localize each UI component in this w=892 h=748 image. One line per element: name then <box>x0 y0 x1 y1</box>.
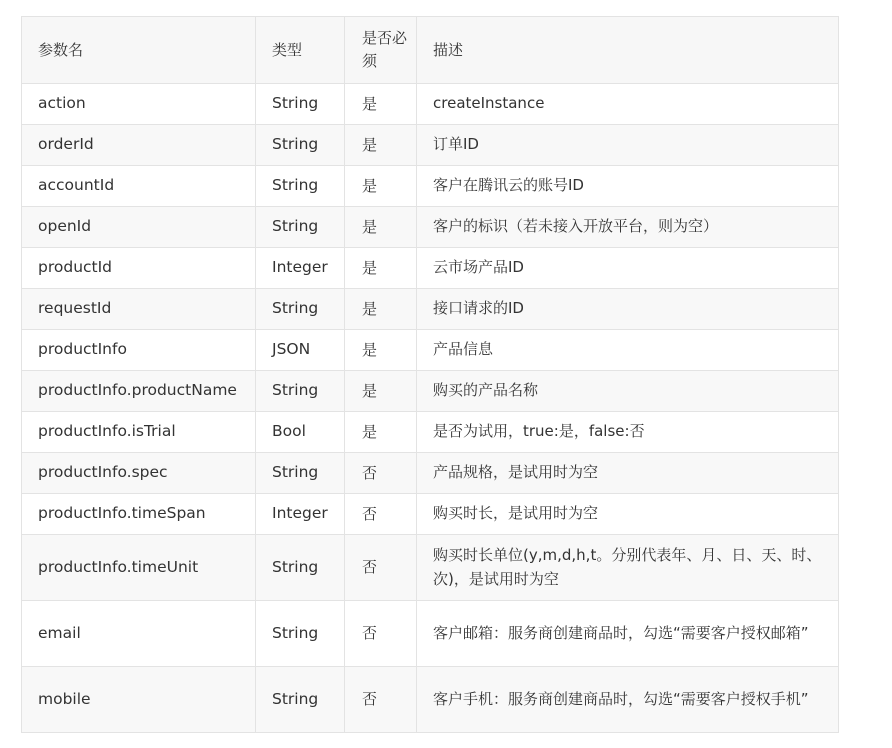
param-required: 否 <box>345 494 417 535</box>
param-description: 接口请求的ID <box>417 289 839 330</box>
param-description: 客户的标识（若未接入开放平台，则为空） <box>417 207 839 248</box>
parameters-table <box>21 16 839 733</box>
param-required: 否 <box>345 453 417 494</box>
param-name: productInfo.productName <box>22 371 256 412</box>
param-type: String <box>256 453 345 494</box>
param-type: String <box>256 667 345 733</box>
param-name: openId <box>22 207 256 248</box>
param-required: 是 <box>345 330 417 371</box>
param-required: 是 <box>345 125 417 166</box>
param-type: String <box>256 125 345 166</box>
table-row <box>22 248 839 289</box>
header-description: 描述 <box>417 17 839 84</box>
param-type: String <box>256 289 345 330</box>
param-name: email <box>22 601 256 667</box>
param-type: String <box>256 371 345 412</box>
param-type: String <box>256 84 345 125</box>
param-type: Integer <box>256 248 345 289</box>
param-required: 是 <box>345 207 417 248</box>
table-header-row <box>22 17 839 84</box>
table-row <box>22 453 839 494</box>
table-row <box>22 494 839 535</box>
table-row <box>22 535 839 601</box>
param-name: mobile <box>22 667 256 733</box>
param-type: JSON <box>256 330 345 371</box>
param-description: 购买的产品名称 <box>417 371 839 412</box>
param-name: productInfo.timeSpan <box>22 494 256 535</box>
param-description: createInstance <box>417 84 839 125</box>
param-name: action <box>22 84 256 125</box>
table-row <box>22 289 839 330</box>
param-name: productInfo <box>22 330 256 371</box>
param-name: productInfo.isTrial <box>22 412 256 453</box>
table-row <box>22 166 839 207</box>
param-required: 是 <box>345 248 417 289</box>
param-name: productInfo.timeUnit <box>22 535 256 601</box>
table-row <box>22 667 839 733</box>
param-name: productId <box>22 248 256 289</box>
param-required: 是 <box>345 371 417 412</box>
table-row <box>22 84 839 125</box>
param-description: 是否为试用，true:是，false:否 <box>417 412 839 453</box>
header-required: 是否必须 <box>345 17 417 84</box>
param-name: requestId <box>22 289 256 330</box>
param-description: 购买时长，是试用时为空 <box>417 494 839 535</box>
table-row <box>22 412 839 453</box>
param-description: 产品规格，是试用时为空 <box>417 453 839 494</box>
param-type: String <box>256 207 345 248</box>
table-row <box>22 330 839 371</box>
param-type: String <box>256 601 345 667</box>
param-description: 客户手机：服务商创建商品时，勾选“需要客户授权手机” <box>417 667 839 733</box>
param-description: 客户邮箱：服务商创建商品时，勾选“需要客户授权邮箱” <box>417 601 839 667</box>
param-description: 产品信息 <box>417 330 839 371</box>
table-row <box>22 125 839 166</box>
param-required: 是 <box>345 412 417 453</box>
param-required: 否 <box>345 535 417 601</box>
param-description: 客户在腾讯云的账号ID <box>417 166 839 207</box>
param-type: String <box>256 166 345 207</box>
param-required: 是 <box>345 84 417 125</box>
param-description: 购买时长单位(y,m,d,h,t。分别代表年、月、日、天、时、次)，是试用时为空 <box>417 535 839 601</box>
param-name: productInfo.spec <box>22 453 256 494</box>
param-required: 否 <box>345 601 417 667</box>
param-required: 否 <box>345 667 417 733</box>
param-type: String <box>256 535 345 601</box>
table-row <box>22 207 839 248</box>
param-name: accountId <box>22 166 256 207</box>
param-type: Integer <box>256 494 345 535</box>
param-name: orderId <box>22 125 256 166</box>
param-required: 是 <box>345 289 417 330</box>
param-description: 云市场产品ID <box>417 248 839 289</box>
param-description: 订单ID <box>417 125 839 166</box>
header-param-name: 参数名 <box>22 17 256 84</box>
param-type: Bool <box>256 412 345 453</box>
header-type: 类型 <box>256 17 345 84</box>
table-row <box>22 601 839 667</box>
param-required: 是 <box>345 166 417 207</box>
table-row <box>22 371 839 412</box>
